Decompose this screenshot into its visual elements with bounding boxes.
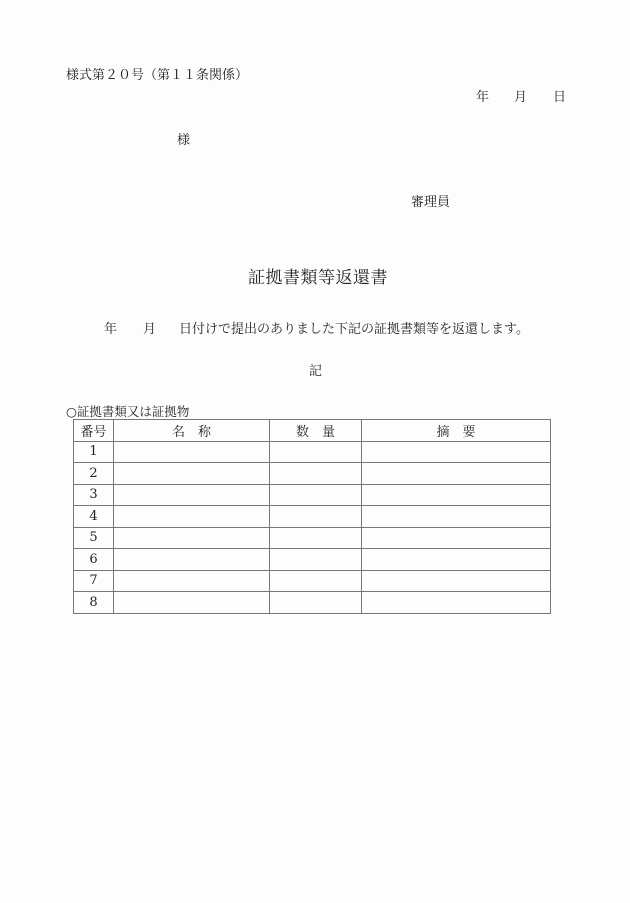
cell-quantity[interactable] — [270, 592, 362, 614]
body-sentence: 日付けで提出のありました下記の証拠書類等を返還します。 — [179, 322, 529, 337]
section-label: ○証拠書類又は証拠物 — [66, 404, 190, 419]
date-month: 月 — [514, 90, 528, 105]
cell-number: 7 — [74, 570, 114, 592]
cell-quantity[interactable] — [270, 484, 362, 506]
cell-name[interactable] — [114, 549, 270, 571]
cell-remarks[interactable] — [362, 549, 551, 571]
ki-label: 記 — [309, 364, 323, 379]
cell-number: 3 — [74, 484, 114, 506]
addressee: 様 — [177, 133, 191, 148]
table-row — [74, 463, 551, 485]
cell-name[interactable] — [114, 506, 270, 528]
table-row — [74, 441, 551, 463]
date-line — [476, 86, 566, 105]
header-quantity: 数 量 — [270, 420, 362, 442]
cell-number: 4 — [74, 506, 114, 528]
cell-quantity[interactable] — [270, 463, 362, 485]
header-remarks: 摘 要 — [362, 420, 551, 442]
evidence-table — [73, 419, 551, 614]
date-year: 年 — [476, 90, 490, 105]
cell-remarks[interactable] — [362, 570, 551, 592]
cell-name[interactable] — [114, 441, 270, 463]
cell-number: 2 — [74, 463, 114, 485]
cell-quantity[interactable] — [270, 506, 362, 528]
document-title: 証拠書類等返還書 — [248, 268, 388, 288]
cell-quantity[interactable] — [270, 549, 362, 571]
cell-remarks[interactable] — [362, 506, 551, 528]
table-row — [74, 549, 551, 571]
cell-number: 1 — [74, 441, 114, 463]
cell-quantity[interactable] — [270, 527, 362, 549]
cell-name[interactable] — [114, 527, 270, 549]
table-row — [74, 527, 551, 549]
cell-name[interactable] — [114, 484, 270, 506]
cell-number: 5 — [74, 527, 114, 549]
header-number: 番号 — [74, 420, 114, 442]
cell-remarks[interactable] — [362, 484, 551, 506]
date-day: 日 — [553, 90, 567, 105]
cell-quantity[interactable] — [270, 441, 362, 463]
cell-remarks[interactable] — [362, 463, 551, 485]
cell-remarks[interactable] — [362, 592, 551, 614]
cell-remarks[interactable] — [362, 441, 551, 463]
body-month: 月 — [143, 322, 157, 337]
cell-number: 6 — [74, 549, 114, 571]
sender-title: 審理員 — [411, 195, 451, 210]
table-row — [74, 506, 551, 528]
cell-quantity[interactable] — [270, 570, 362, 592]
table-row — [74, 570, 551, 592]
cell-number: 8 — [74, 592, 114, 614]
body-text — [104, 318, 529, 337]
table-row — [74, 484, 551, 506]
cell-name[interactable] — [114, 570, 270, 592]
body-year: 年 — [104, 322, 118, 337]
header-name: 名 称 — [114, 420, 270, 442]
cell-name[interactable] — [114, 592, 270, 614]
table-header-row — [74, 420, 551, 442]
cell-name[interactable] — [114, 463, 270, 485]
table-row — [74, 592, 551, 614]
form-number: 様式第２０号（第１１条関係） — [66, 68, 249, 83]
cell-remarks[interactable] — [362, 527, 551, 549]
